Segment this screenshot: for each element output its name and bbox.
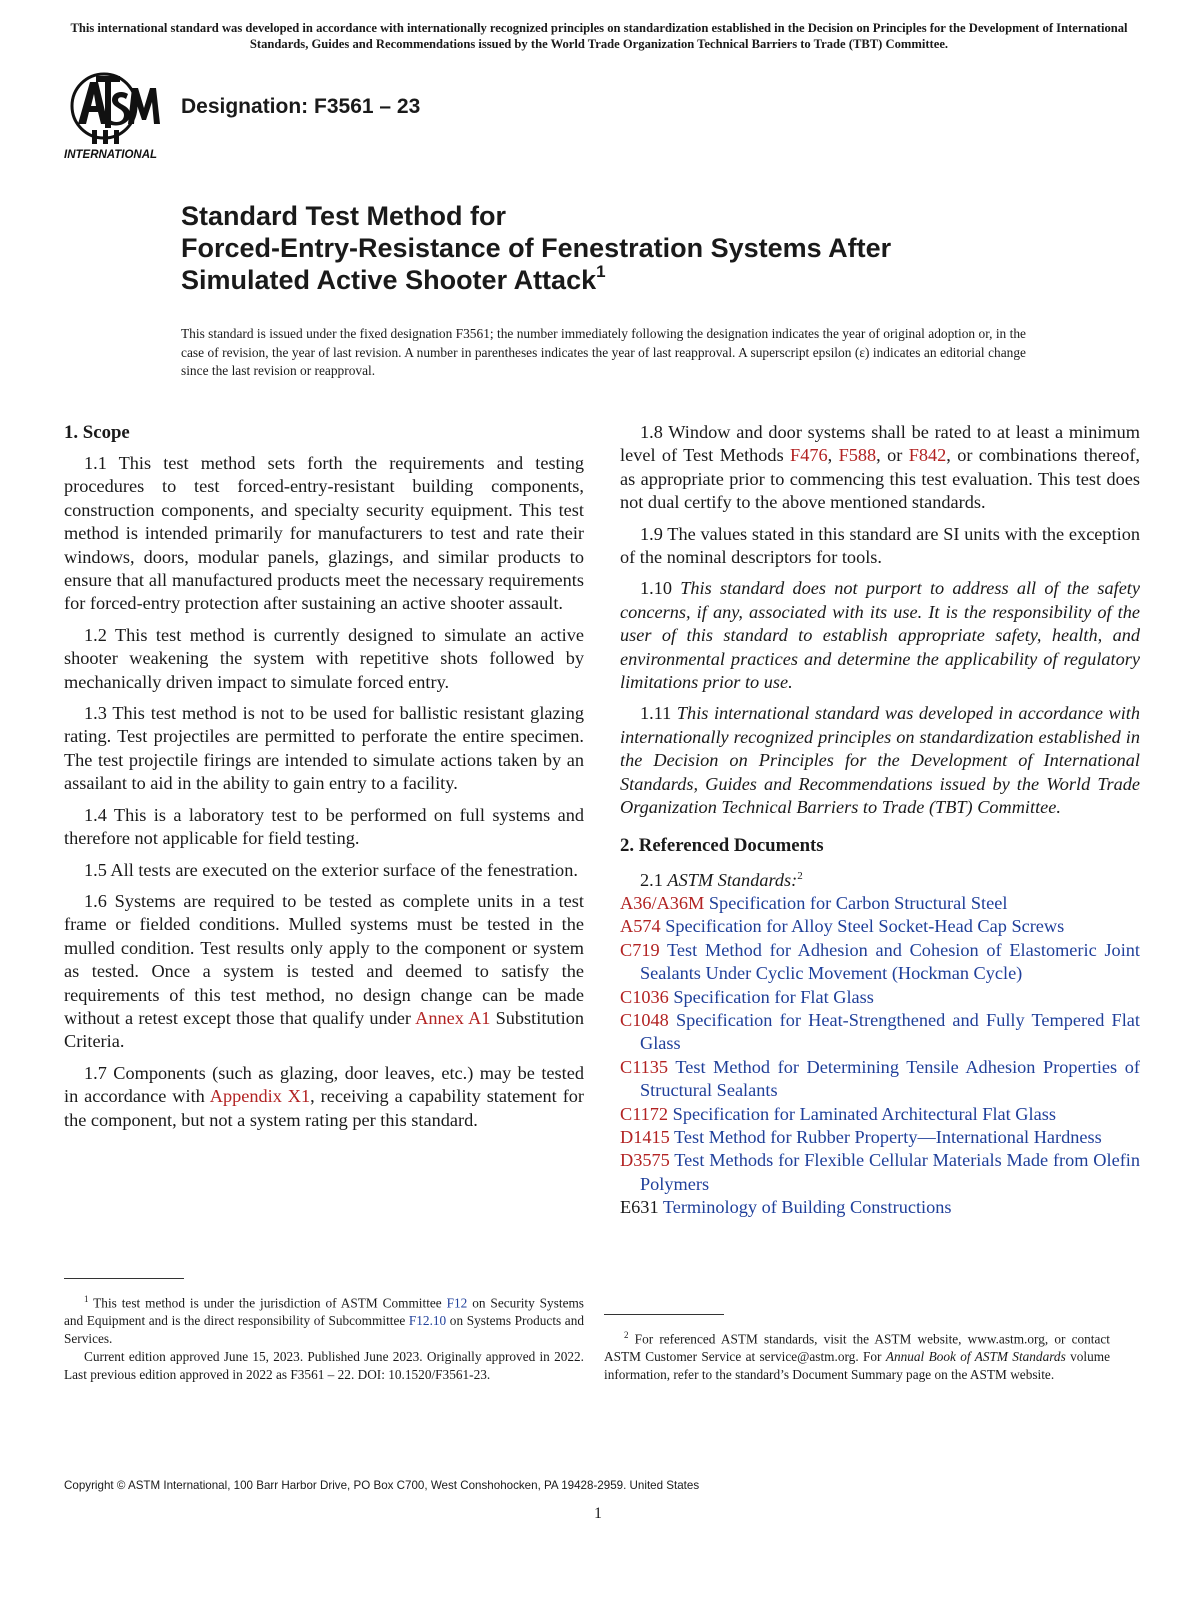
separator: , <box>827 445 839 466</box>
reference-title[interactable]: Test Method for Determining Tensile Adhesion Properties of Structural Sealants <box>640 1056 1140 1101</box>
reference-code[interactable]: D1415 <box>620 1127 670 1148</box>
footnote-2-mark: 2 <box>624 1330 629 1340</box>
f12-link[interactable]: F12 <box>446 1295 468 1311</box>
reference-title[interactable]: Test Method for Adhesion and Cohesion of Elastomeric Joint Sealants Under Cyclic Movement (Hockman Cycle) <box>640 939 1140 984</box>
paragraph-1-5: 1.5 All tests are executed on the exterior surface of the fenestration. <box>84 859 578 880</box>
reference-item <box>620 1196 1140 1219</box>
paragraph-1-7-tail: , receiving a capability statement for the component, but not a system rating per this standard. <box>64 1086 585 1130</box>
footnote-rule-left <box>64 1278 184 1279</box>
reference-title[interactable]: Specification for Carbon Structural Steel <box>708 893 1008 913</box>
reference-item <box>620 1126 1140 1149</box>
reference-title[interactable]: Test Method for Rubber Property—International Hardness <box>674 1127 1102 1148</box>
paragraph-1-6-text: 1.6 Systems are required to be tested as complete units in a test frame or fielded conditions. Mulled systems must be tested in the mulled condition. Test results only apply to the component or system as tested. Once a system is tested and deemed to satisfy the requirements of this test method, no design change can be made without a retest except those that qualify under <box>64 890 584 1028</box>
reference-code[interactable]: C1172 <box>620 1103 669 1124</box>
section-2-heading: 2. Referenced Documents <box>620 834 824 856</box>
footnote-rule-right <box>604 1314 724 1315</box>
logo-text: INTERNATIONAL <box>64 149 158 161</box>
separator: , or <box>876 445 909 466</box>
issue-note: This standard is issued under the fixed designation F3561; the number immediately following the designation indicates the year of original adoption or, in the case of revision, the year of last revision. A number in parentheses indicates the year of last reapproval. A superscript epsilon (ε) indicates an editorial change since the last revision or reapproval. <box>181 326 1026 379</box>
reference-code[interactable]: A574 <box>620 916 661 937</box>
paragraph-1-9: 1.9 The values stated in this standard are SI units with the exception of the nominal descriptors for tools. <box>620 523 1140 568</box>
f476-link[interactable]: F476 <box>790 445 828 466</box>
reference-code[interactable]: A36/A36M <box>620 893 705 913</box>
left-column <box>64 421 584 1140</box>
subsection-2-1 <box>620 865 1140 893</box>
paragraph-1-11 <box>620 702 1140 819</box>
paragraph-1-8 <box>620 421 1140 515</box>
reference-code[interactable]: E631 <box>620 1197 659 1218</box>
reference-item <box>620 1056 1140 1103</box>
footnote-2-text-b: volume information, refer to the standard’s Document Summary page on the ASTM website. <box>604 1349 1110 1383</box>
appendix-x1-link[interactable]: Appendix X1 <box>209 1086 311 1107</box>
paragraph-1-3: 1.3 This test method is not to be used for ballistic resistant glazing rating. Test projectiles are permitted to perforate the entire specimen. The test projectile firings are intended to simulate actions taken by an assailant to aid in the ability to gain entry to a facility. <box>64 703 584 794</box>
reference-item <box>620 1149 1140 1196</box>
paragraph-1-2: 1.2 This test method is currently designed to simulate an active shooter weakening the system with repetitive shots followed by mechanically driven impact to simulate forced entry. <box>64 624 584 692</box>
reference-code[interactable]: C1036 <box>620 986 669 1007</box>
footnote-1-edition: Current edition approved June 15, 2023. Published June 2023. Originally approved in 2022. Last previous edition approved in 2022 as F3561 – 22. DOI: 10.1520/F3561-23. <box>64 1349 584 1383</box>
reference-item <box>620 1103 1140 1126</box>
footnote-1-text-c: on Systems Products and Services. <box>64 1313 584 1347</box>
document-title <box>181 200 1081 296</box>
section-1-heading: 1. Scope <box>64 422 130 443</box>
paragraph-1-7-text: 1.7 Components (such as glazing, door leaves, etc.) may be tested in accordance with <box>64 1062 584 1107</box>
title-line-3: Simulated Active Shooter Attack <box>181 265 597 295</box>
paragraph-1-8-tail: , or combinations thereof, as appropriate prior to commencing this test evaluation. This test does not dual certify to the above mentioned standards. <box>620 445 1140 513</box>
footnote-1 <box>64 1290 584 1384</box>
header-notice: This international standard was developed in accordance with internationally recognized principles on standardization established in the Decision on Principles for the Development of International Standards, Guides and Recommendations issued by the World Trade Organization Technical Barriers to Trade (TBT) Committee. <box>70 21 1128 51</box>
astm-logo-icon <box>60 68 170 168</box>
title-line-1: Standard Test Method for <box>181 201 507 231</box>
paragraph-1-10-text: This standard does not purport to address all of the safety concerns, if any, associated with its use. It is the responsibility of the user of this standard to establish appropriate safety, health, and environmental practices and determine the applicability of regulatory limitations prior to use. <box>620 578 1141 693</box>
annex-a1-link[interactable]: Annex A1 <box>415 1007 491 1028</box>
paragraph-1-1: 1.1 This test method sets forth the requirements and testing procedures to test forced-entry-resistant building components, construction components, and specialty security equipment. This test method is intended primarily for manufacturers to test and rate their windows, doors, modular panels, glazings, and similar products to ensure that all manufactured products meet the necessary requirements for forced-entry protection after sustaining an active shooter assault. <box>64 453 584 614</box>
reference-title[interactable]: Specification for Laminated Architectural Flat Glass <box>672 1103 1056 1124</box>
footnote-2-text: For referenced ASTM standards, visit the ASTM website, www.astm.org, or contact ASTM Customer Service at service@astm.org. For <box>604 1331 1110 1365</box>
page-number: 1 <box>594 1505 602 1522</box>
paragraph-1-8-text: 1.8 Window and door systems shall be rated to at least a minimum level of Test Methods <box>620 422 1140 466</box>
reference-code[interactable]: D3575 <box>620 1150 670 1171</box>
reference-item <box>620 939 1140 986</box>
reference-item <box>620 1009 1140 1056</box>
paragraph-1-6-tail: Substitution Criteria. <box>64 1007 584 1052</box>
reference-item <box>620 915 1140 938</box>
footnote-1-text-b: on Security Systems and Equipment and is the direct responsibility of Subcommittee <box>64 1295 584 1329</box>
reference-title[interactable]: Terminology of Building Constructions <box>662 1197 952 1218</box>
subsection-2-1-number: 2.1 <box>640 869 668 890</box>
f842-link[interactable]: F842 <box>908 445 947 466</box>
reference-title[interactable]: Specification for Flat Glass <box>673 986 874 1007</box>
subsection-2-1-label: ASTM Standards: <box>667 869 798 890</box>
reference-code[interactable]: C719 <box>620 939 660 960</box>
designation: Designation: F3561 – 23 <box>181 95 421 118</box>
footnote-2 <box>604 1326 1110 1384</box>
paragraph-1-10 <box>620 577 1140 694</box>
astm-international-logo <box>60 68 170 168</box>
f588-link[interactable]: F588 <box>838 445 877 466</box>
title-footnote-mark: 1 <box>596 262 606 281</box>
right-column <box>620 421 1140 1220</box>
copyright-notice: Copyright © ASTM International, 100 Barr Harbor Drive, PO Box C700, West Conshohocken, PA 19428-2959. United States <box>64 1479 700 1492</box>
reference-title[interactable]: Specification for Heat-Strengthened and Fully Tempered Flat Glass <box>640 1010 1140 1054</box>
f12-10-link[interactable]: F12.10 <box>408 1313 447 1329</box>
reference-code[interactable]: C1135 <box>620 1056 669 1077</box>
footnote-1-text: This test method is under the jurisdiction of ASTM Committee <box>88 1295 447 1311</box>
reference-title[interactable]: Specification for Alloy Steel Socket-Head Cap Screws <box>665 916 1065 937</box>
footnote-2-italic: Annual Book of ASTM Standards <box>885 1349 1066 1365</box>
paragraph-1-7 <box>64 1062 584 1132</box>
reference-item <box>620 892 1140 915</box>
footnote-1-mark: 1 <box>84 1294 89 1304</box>
paragraph-1-6 <box>64 890 584 1054</box>
referenced-documents-list <box>620 892 1140 1220</box>
reference-item <box>620 986 1140 1009</box>
paragraph-1-11-text: This international standard was developed in accordance with internationally recognized principles on standardization established in the Decision on Principles for the Development of International Standards, Guides and Recommendations issued by the World Trade Organization Technical Barriers to Trade (TBT) Committee. <box>620 703 1140 818</box>
reference-title[interactable]: Test Methods for Flexible Cellular Materials Made from Olefin Polymers <box>640 1150 1140 1194</box>
paragraph-1-11-number: 1.11 <box>640 703 677 724</box>
reference-code[interactable]: C1048 <box>620 1010 669 1031</box>
paragraph-1-10-number: 1.10 <box>640 578 681 599</box>
subsection-2-1-footnote-mark: 2 <box>797 869 803 882</box>
paragraph-1-4: 1.4 This is a laboratory test to be performed on full systems and therefore not applicable for field testing. <box>64 804 584 849</box>
title-line-2: Forced-Entry-Resistance of Fenestration Systems After <box>181 233 892 263</box>
